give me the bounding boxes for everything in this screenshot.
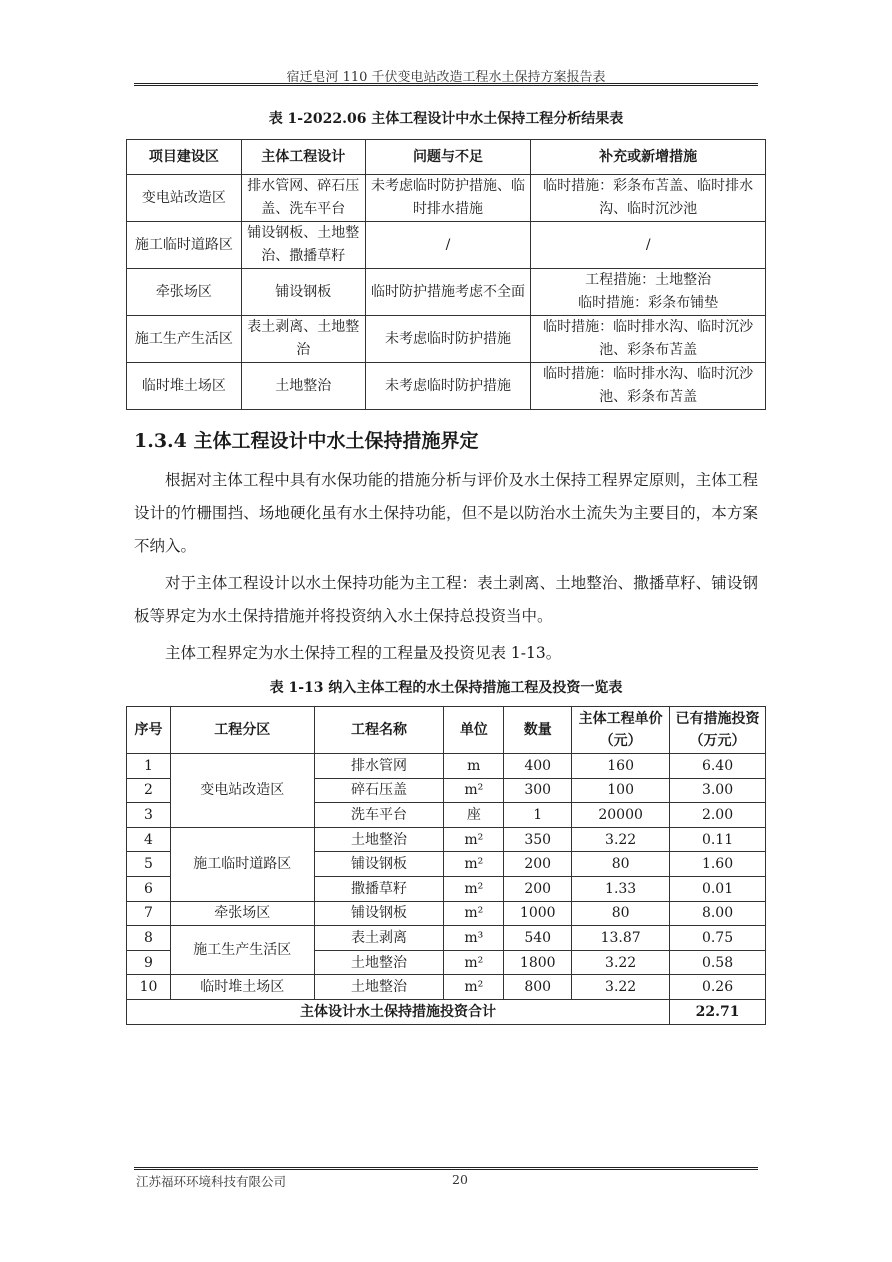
footer-rule: [134, 1167, 758, 1170]
quantity-cell: 1: [504, 803, 572, 828]
header-rule: [134, 83, 758, 86]
total-value-cell: 22.71: [670, 999, 766, 1024]
unit-price-cell: 160: [572, 754, 670, 779]
investment-cell: 0.01: [670, 876, 766, 901]
unit-cell: m²: [444, 975, 504, 1000]
quantity-cell: 400: [504, 754, 572, 779]
investment-cell: 1.60: [670, 852, 766, 877]
unit-cell: m²: [444, 778, 504, 803]
total-label-cell: 主体设计水土保持措施投资合计: [127, 999, 670, 1024]
quantity-cell: 200: [504, 852, 572, 877]
item-name-cell: 表土剥离: [314, 926, 444, 951]
item-name-cell: 排水管网: [314, 754, 444, 779]
unit-price-cell: 80: [572, 901, 670, 926]
table-cell: 排水管网、碎石压盖、洗车平台: [241, 175, 365, 222]
table-cell: 表土剥离、土地整治: [241, 316, 365, 363]
table-cell: 施工临时道路区: [127, 222, 242, 269]
investment-cell: 8.00: [670, 901, 766, 926]
total-row: [127, 999, 766, 1024]
column-header: 项目建设区: [127, 140, 242, 175]
table-row: [127, 926, 766, 951]
table-header-row: [127, 140, 766, 175]
row-number-cell: 1: [127, 754, 171, 779]
unit-cell: m²: [444, 876, 504, 901]
zone-cell: 临时堆土场区: [170, 975, 314, 1000]
quantity-cell: 1000: [504, 901, 572, 926]
row-number-cell: 7: [127, 901, 171, 926]
table-cell: /: [531, 222, 766, 269]
unit-price-cell: 3.22: [572, 950, 670, 975]
unit-cell: m³: [444, 926, 504, 951]
section-heading: 1.3.4 主体工程设计中水土保持措施界定: [134, 430, 479, 452]
item-name-cell: 碎石压盖: [314, 778, 444, 803]
row-number-cell: 3: [127, 803, 171, 828]
unit-cell: m²: [444, 852, 504, 877]
table-cell: 铺设钢板、土地整治、撒播草籽: [241, 222, 365, 269]
column-header: 单位: [444, 707, 504, 754]
unit-price-cell: 13.87: [572, 926, 670, 951]
investment-cell: 0.26: [670, 975, 766, 1000]
table1-caption: 表 1-2022.06 主体工程设计中水土保持工程分析结果表: [268, 111, 624, 127]
table-cell: 临时措施：临时排水沟、临时沉沙池、彩条布苫盖: [531, 363, 766, 410]
item-name-cell: 土地整治: [314, 975, 444, 1000]
unit-price-cell: 1.33: [572, 876, 670, 901]
paragraph: 对于主体工程设计以水土保持功能为主工程：表土剥离、土地整治、撒播草籽、铺设钢板等界定为水土保持措施并将投资纳入水土保持总投资当中。: [134, 574, 758, 625]
page-number: 20: [452, 1172, 468, 1187]
table-row: [127, 901, 766, 926]
quantity-cell: 300: [504, 778, 572, 803]
row-number-cell: 9: [127, 950, 171, 975]
table-cell: 施工生产生活区: [127, 316, 242, 363]
column-header: 数量: [504, 707, 572, 754]
zone-cell: 施工临时道路区: [170, 827, 314, 901]
investment-cell: 2.00: [670, 803, 766, 828]
unit-cell: m²: [444, 950, 504, 975]
row-number-cell: 4: [127, 827, 171, 852]
column-header: 序号: [127, 707, 171, 754]
unit-cell: m²: [444, 901, 504, 926]
investment-cell: 0.75: [670, 926, 766, 951]
unit-price-cell: 100: [572, 778, 670, 803]
table-cell: 工程措施：土地整治 临时措施：彩条布铺垫: [531, 269, 766, 316]
item-name-cell: 铺设钢板: [314, 901, 444, 926]
item-name-cell: 土地整治: [314, 827, 444, 852]
table-cell: 临时防护措施考虑不全面: [365, 269, 531, 316]
analysis-table: [126, 139, 766, 410]
table-row: [127, 975, 766, 1000]
table-row: [127, 754, 766, 779]
column-header: 工程名称: [314, 707, 444, 754]
investment-cell: 3.00: [670, 778, 766, 803]
page-header-title: 宿迁皂河 110 千伏变电站改造工程水土保持方案报告表: [286, 70, 606, 85]
table-cell: 变电站改造区: [127, 175, 242, 222]
column-header: 主体工程设计: [241, 140, 365, 175]
table-cell: 临时措施：彩条布苫盖、临时排水沟、临时沉沙池: [531, 175, 766, 222]
unit-cell: 座: [444, 803, 504, 828]
table-cell: 土地整治: [241, 363, 365, 410]
column-header: 工程分区: [170, 707, 314, 754]
investment-cell: 0.11: [670, 827, 766, 852]
row-number-cell: 10: [127, 975, 171, 1000]
row-number-cell: 6: [127, 876, 171, 901]
table-row: [127, 269, 766, 316]
quantity-cell: 200: [504, 876, 572, 901]
paragraph: 主体工程界定为水土保持工程的工程量及投资见表 1-13。: [165, 644, 562, 662]
table-header-row: [127, 707, 766, 754]
table-cell: 牵张场区: [127, 269, 242, 316]
table-row: [127, 222, 766, 269]
table-row: [127, 316, 766, 363]
table-cell: 铺设钢板: [241, 269, 365, 316]
quantity-cell: 1800: [504, 950, 572, 975]
table-row: [127, 175, 766, 222]
quantity-cell: 800: [504, 975, 572, 1000]
zone-cell: 牵张场区: [170, 901, 314, 926]
unit-price-cell: 3.22: [572, 827, 670, 852]
table-cell: 未考虑临时防护措施、临时排水措施: [365, 175, 531, 222]
investment-table: [126, 706, 766, 1025]
unit-cell: m: [444, 754, 504, 779]
table-cell: 临时措施：临时排水沟、临时沉沙池、彩条布苫盖: [531, 316, 766, 363]
table2-caption: 表 1-13 纳入主体工程的水土保持措施工程及投资一览表: [269, 680, 623, 696]
column-header: 主体工程单价（元）: [572, 707, 670, 754]
table-cell: /: [365, 222, 531, 269]
item-name-cell: 铺设钢板: [314, 852, 444, 877]
unit-price-cell: 20000: [572, 803, 670, 828]
table-cell: 未考虑临时防护措施: [365, 363, 531, 410]
zone-cell: 变电站改造区: [170, 754, 314, 828]
footer-company: 江苏福环环境科技有限公司: [136, 1174, 287, 1189]
item-name-cell: 撒播草籽: [314, 876, 444, 901]
item-name-cell: 土地整治: [314, 950, 444, 975]
zone-cell: 施工生产生活区: [170, 926, 314, 975]
row-number-cell: 2: [127, 778, 171, 803]
row-number-cell: 5: [127, 852, 171, 877]
paragraph: 根据对主体工程中具有水保功能的措施分析与评价及水土保持工程界定原则，主体工程设计的竹栅围挡、场地硬化虽有水土保持功能，但不是以防治水土流失为主要目的，本方案不纳入。: [134, 471, 758, 555]
column-header: 问题与不足: [365, 140, 531, 175]
table-cell: 未考虑临时防护措施: [365, 316, 531, 363]
unit-price-cell: 3.22: [572, 975, 670, 1000]
column-header: 补充或新增措施: [531, 140, 766, 175]
item-name-cell: 洗车平台: [314, 803, 444, 828]
quantity-cell: 540: [504, 926, 572, 951]
row-number-cell: 8: [127, 926, 171, 951]
unit-cell: m²: [444, 827, 504, 852]
table-row: [127, 363, 766, 410]
investment-cell: 6.40: [670, 754, 766, 779]
quantity-cell: 350: [504, 827, 572, 852]
table-row: [127, 827, 766, 852]
column-header: 已有措施投资（万元）: [670, 707, 766, 754]
table-cell: 临时堆土场区: [127, 363, 242, 410]
investment-cell: 0.58: [670, 950, 766, 975]
unit-price-cell: 80: [572, 852, 670, 877]
